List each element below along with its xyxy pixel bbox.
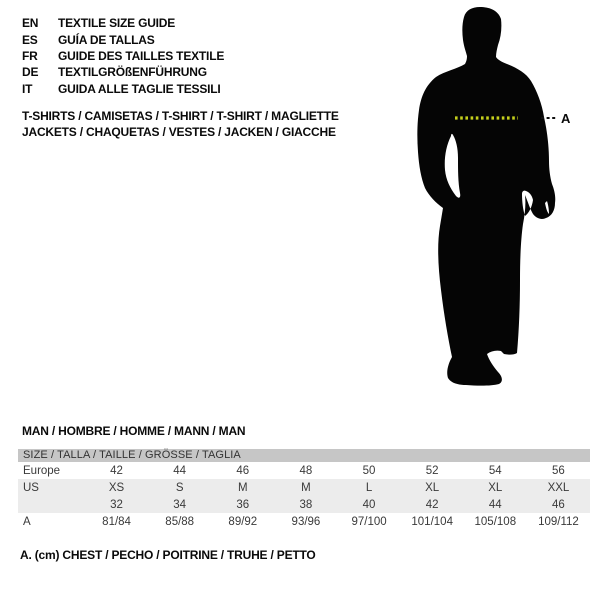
language-label: TEXTILE SIZE GUIDE <box>58 16 176 31</box>
language-row <box>22 81 224 97</box>
category-line: T-SHIRTS / CAMISETAS / T-SHIRT / T-SHIRT / MAGLIETTE <box>22 109 339 123</box>
size-cell: 105/108 <box>474 515 517 528</box>
row-label: US <box>23 481 39 494</box>
size-cell: L <box>365 481 373 494</box>
language-list <box>22 15 224 97</box>
section-title-man: MAN / HOMBRE / HOMME / MANN / MAN <box>22 424 246 438</box>
size-cell: 48 <box>299 464 313 477</box>
size-cell: 101/104 <box>411 515 453 528</box>
size-cell: 46 <box>552 498 565 511</box>
size-cell: M <box>238 481 248 494</box>
man-silhouette-shape <box>417 7 555 386</box>
language-row <box>22 15 224 31</box>
man-silhouette-svg <box>388 0 600 400</box>
size-table-header: SIZE / TALLA / TAILLE / GRÖSSE / TAGLIA <box>18 449 590 462</box>
size-table <box>18 449 590 530</box>
table-row <box>18 462 590 479</box>
language-code: EN <box>22 16 39 31</box>
size-cell: XXL <box>547 481 570 494</box>
size-cell: 42 <box>425 498 439 511</box>
language-row <box>22 31 224 47</box>
table-row <box>18 513 590 530</box>
language-row <box>22 64 224 80</box>
language-label: GUIDE DES TAILLES TEXTILE <box>58 48 225 63</box>
size-cell: 34 <box>173 498 187 511</box>
size-table-body <box>18 462 590 530</box>
language-code: DE <box>22 65 39 80</box>
row-label: A <box>23 515 31 528</box>
size-cell: 44 <box>488 498 502 511</box>
size-cell: 42 <box>110 464 123 477</box>
size-cell: 85/88 <box>165 515 195 528</box>
category-list <box>22 108 339 140</box>
size-cell: 40 <box>362 498 376 511</box>
language-label: TEXTILGRÖßENFÜHRUNG <box>58 65 207 80</box>
size-cell: 93/96 <box>291 515 321 528</box>
size-cell: 36 <box>236 498 250 511</box>
language-code: ES <box>22 32 38 47</box>
size-cell: 52 <box>425 464 439 477</box>
size-cell: 44 <box>173 464 187 477</box>
table-row <box>18 479 590 496</box>
size-cell: 46 <box>236 464 250 477</box>
category-line: JACKETS / CHAQUETAS / VESTES / JACKEN / GIACCHE <box>22 125 336 140</box>
size-cell: XS <box>108 481 125 494</box>
table-row <box>18 496 590 513</box>
language-code: FR <box>22 48 38 63</box>
language-row <box>22 48 224 64</box>
size-cell: 38 <box>299 498 313 511</box>
size-cell: 54 <box>488 464 502 477</box>
language-label: GUÍA DE TALLAS <box>58 32 155 47</box>
chest-footnote: A. (cm) CHEST / PECHO / POITRINE / TRUHE / PETTO <box>20 548 316 562</box>
measure-label-a: A <box>561 111 571 126</box>
size-cell: 32 <box>110 498 123 511</box>
man-silhouette-figure <box>388 0 600 400</box>
size-cell: XL <box>488 481 503 494</box>
language-label: GUIDA ALLE TAGLIE TESSILI <box>58 81 221 96</box>
size-cell: M <box>301 481 311 494</box>
size-cell: 50 <box>362 464 376 477</box>
size-cell: 97/100 <box>351 515 387 528</box>
row-label: Europe <box>23 464 61 477</box>
size-cell: XL <box>425 481 440 494</box>
size-cell: 81/84 <box>102 515 131 528</box>
size-cell: 89/92 <box>228 515 258 528</box>
language-code: IT <box>22 81 33 96</box>
size-cell: 109/112 <box>538 515 579 528</box>
size-cell: S <box>175 481 184 494</box>
size-cell: 56 <box>552 464 565 477</box>
